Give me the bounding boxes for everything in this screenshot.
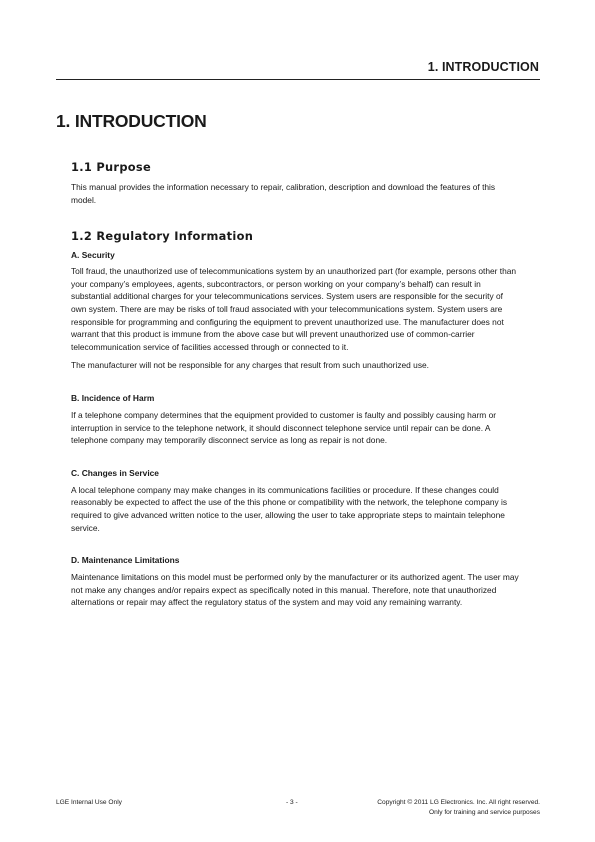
section-heading-purpose: 1.1 Purpose <box>71 160 152 174</box>
footer-copyright-block <box>377 798 540 817</box>
subheading-security: A. Security <box>71 250 115 261</box>
security-body-note: The manufacturer will not be responsible for any charges that result from such unauthorized use. <box>71 360 429 371</box>
footer-copyright: Copyright © 2011 LG Electronics. Inc. All right reserved. <box>377 799 540 806</box>
running-header: 1. INTRODUCTION <box>427 60 539 74</box>
security-body: Toll fraud, the unauthorized use of telecommunications system by an unauthorized part (for example, persons other than your company’s employees, agents, subcontractors, or person working on your company’s behalf) can result in substantial additional charges for your telecommunications services. System users are responsible for the security of own system. There are may be risks of toll fraud associated with your telecommunications system. System users are responsible for programming and configuring the equipment to prevent unauthorized use. The manufacturer does not warrant that this product is immune from the above case but will prevent unauthorized use of common-carrier telecommunication service of facilities accessed through or connected to it. <box>71 266 517 352</box>
subheading-changes: C. Changes in Service <box>71 467 159 478</box>
footer-internal-use: LGE Internal Use Only <box>56 799 122 806</box>
content <box>71 160 519 609</box>
section-regulatory <box>71 229 519 609</box>
subheading-harm: B. Incidence of Harm <box>71 392 155 403</box>
page-number: - 3 - <box>286 799 298 806</box>
maintenance-body: Maintenance limitations on this model must be performed only by the manufacturer or its authorized agent. The user may not make any changes and/or repairs expect as specifically noted in this manual. Therefore, note that unauthorized alternations or repair may affect the regulatory status of the system and may void any remaining warranty. <box>71 572 519 608</box>
changes-body: A local telephone company may make changes in its communications facilities or procedure. If these changes could reasonably be expected to affect the use of the this phone or compatibility with the network, the telephone company is required to give advanced written notice to the user, allowing the user to take appropriate steps to maintain telephone service. <box>71 484 508 533</box>
footer-training-note: Only for training and service purposes <box>428 808 540 816</box>
section-heading-regulatory: 1.2 Regulatory Information <box>71 229 254 244</box>
subheading-maintenance: D. Maintenance Limitations <box>71 555 180 566</box>
harm-body: If a telephone company determines that the equipment provided to customer is faulty and possibly causing harm or interruption in service to the telephone network, it should disconnect telephone service until repair can be done. A telephone company may temporarily disconnect service as long as repair is not done. <box>71 409 497 446</box>
header-rule <box>56 79 540 80</box>
section-purpose <box>71 160 519 206</box>
chapter-title: 1. INTRODUCTION <box>56 111 207 131</box>
purpose-body: This manual provides the information necessary to repair, calibration, description and download the features of this model. <box>71 182 496 205</box>
